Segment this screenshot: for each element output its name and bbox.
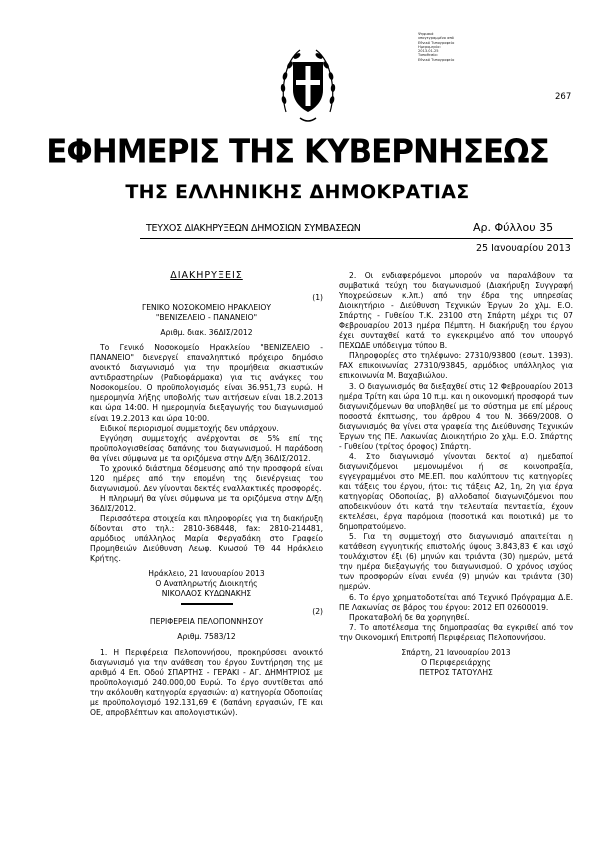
signature-place-date: Σπάρτη, 21 Ιανουαρίου 2013 bbox=[401, 647, 511, 657]
stamp-line: Εθνικό Τυπογραφείο bbox=[418, 57, 455, 62]
notice-divider bbox=[181, 603, 233, 605]
notice-paragraph: Το Γενικό Νοσοκομείο Ηρακλείου "ΒΕΝΙΖΕΛΕΙΟ - ΠΑΝΑΝΕΙΟ" διενεργεί επαναληπτικό πρόχειρο δημόσιο ανοικτό διαγωνισμό για την προμήθεια σκιαστικών αντιδραστηρίων (Ραδιοφάρμακα) για τις ανάγκες του Νοσοκομείου. Ο προϋπολογισμός είναι 36.951,73 ευρώ. Η ημερομηνία λήξης υποβολής των αιτήσεων είναι 18.2.2013 και ώρα 14:00. Η ημερομηνία διεξαγωγής του διαγωνισμού είναι 19.2.2013 και ώρα 10:00. bbox=[90, 343, 323, 423]
gazette-title: ΕΦΗΜΕΡΙΣ ΤΗΣ ΚΥΒΕΡΝΗΣΕΩΣ bbox=[46, 133, 549, 171]
greek-coat-of-arms-icon bbox=[280, 42, 336, 126]
notice-paragraph: Το χρονικό διάστημα δέσμευσης από την προσφορά είναι 120 ημέρες από την επομένη της διενέργειας του διαγωνισμού. Δεν γίνονται δεκτές εναλλακτικές προσφορές. bbox=[90, 463, 323, 493]
notice-paragraph: Η πληρωμή θα γίνει σύμφωνα με τα οριζόμενα στην Δ/ξη 36ΔΙΣ/2012. bbox=[90, 493, 323, 513]
left-column bbox=[90, 270, 323, 718]
notice-number: (1) bbox=[312, 293, 323, 302]
notice-paragraph: 1. Η Περιφέρεια Πελοποννήσου, προκηρύσσει ανοικτό διαγωνισμό για την ανάθεση του έργου Συντήρηση της με αριθμό 4 Επ. Οδού ΣΠΑΡΤΗΣ - ΓΕΡΑΚΙ - ΑΓ. ΔΗΜΗΤΡΙΟΣ με προϋπολογισμό 240.000,00 Ευρώ. Το έργο συντίθεται από την ακόλουθη κατηγορία εργασιών: α) κατηγορία Οδοποιίας με προϋπολογισμό 192.131,69 € (δαπάνη εργασιών, ΓΕ και ΟΕ, απροβλέπτων και απολογιστικών). bbox=[90, 647, 323, 717]
notice-paragraph: 7. Το αποτέλεσμα της δημοπρασίας θα εγκριθεί από τον την Οικονομική Επιτροπή Περιφέρειας Πελοποννήσου. bbox=[339, 622, 573, 642]
issuer-name: ΠΕΡΙΦΕΡΕΙΑ ΠΕΛΟΠΟΝΝΗΣΟΥ bbox=[149, 617, 264, 627]
section-heading: ΔΙΑΚΗΡΥΞΕΙΣ bbox=[170, 270, 243, 281]
signatory-role: Ο Αναπληρωτής Διοικητής bbox=[155, 579, 258, 589]
notice-paragraph: Εγγύηση συμμετοχής ανέρχονται σε 5% επί της προϋπολογισθείσας δαπάνης του διαγωνισμού. Η παράδοση θα γίνει σύμφωνα με τα οριζόμενα στην Δ/ξη 36ΔΙΣ/2012. bbox=[90, 433, 323, 463]
stamp-line: Τοποθεσία: bbox=[418, 53, 438, 58]
stamp-line: Εθνικό Τυπογραφείο bbox=[418, 40, 455, 45]
header-rule bbox=[140, 238, 573, 239]
issue-number: Αρ. Φύλλου 35 bbox=[473, 221, 554, 234]
notice-paragraph: 4. Στο διαγωνισμό γίνονται δεκτοί α) ημεδαποί διαγωνιζόμενοι μεμονωμένοι ή σε κοινοπραξία, εγγεγραμμένοι στο ΜΕ.ΕΠ. που καλύπτουν τις κατηγορίες και τάξεις του έργου, ήτοι: τις τάξεις Α2, 1η, 2η για έργα κατηγορίας Οδοποιίας, β) αλλοδαποί διαγωνιζόμενοι που αποδεικνύουν ότι κατά την τελευταία πενταετία, έχουν εκτελέσει, έργα παρόμοια (ποσοτικά και ποιοτικά) με το δημοπρατούμενο. bbox=[339, 451, 573, 532]
stamp-line: υπογεγραμμένο από bbox=[418, 36, 454, 41]
stamp-line: Ημερομηνία: bbox=[418, 44, 441, 49]
notice-paragraph: 2. Οι ενδιαφερόμενοι μπορούν να παραλάβουν τα συμβατικά τεύχη του διαγωνισμού (Διακήρυξη Συγγραφή Υποχρεώσεων κ.λπ.) από την έδρα της υπηρεσίας Διοικητήριο - Διεύθυνση Τεχνικών Έργων 2ο χλμ. Ε.Ο. Σπάρτης - Γυθείου Τ.Κ. 23100 στη Σπάρτη μέχρι τις 07 Φεβρουαρίου 2013 ημέρα Πέμπτη. Η διακήρυξη του έργου έχει συνταχθεί κατά το εγκεκριμένο από τον υπουργό ΠΕΧΩΔΕ υπόδειγμα τύπου Β. bbox=[339, 271, 573, 351]
notice-reference: Αριθμ. διακ. 36ΔΙΣ/2012 bbox=[160, 328, 253, 338]
issuer-name-sub: "ΒΕΝΙΖΕΛΕΙΟ - ΠΑΝΑΝΕΙΟ" bbox=[155, 313, 258, 323]
issue-series: ΤΕΥΧΟΣ ΔΙΑΚΗΡΥΞΕΩΝ ΔΗΜΟΣΙΩΝ ΣΥΜΒΑΣΕΩΝ bbox=[146, 223, 361, 234]
stamp-line: Ψηφιακά bbox=[418, 32, 434, 36]
digital-signature-stamp bbox=[418, 32, 488, 62]
notice-paragraph: 5. Για τη συμμετοχή στο διαγωνισμό απαιτείται η κατάθεση εγγυητικής επιστολής ύψους 3.843,83 € και ισχύ τουλάχιστον έξι (6) μηνών και τριάντα (30) ημερών, μετά την ημέρα διεξαγωγής του διαγωνισμού. Ο χρόνος ισχύος των προσφορών είναι εννέα (9) μηνών και τριάντα (30) ημερών. bbox=[339, 532, 573, 592]
signatory-name: ΝΙΚΟΛΑΟΣ ΚΥΔΩΝΑΚΗΣ bbox=[161, 589, 252, 599]
stamp-line: 2013.01.25 bbox=[418, 49, 439, 54]
notice-paragraph: Περισσότερα στοιχεία και πληροφορίες για τη διακήρυξη δίδονται στο τηλ.: 2810-368448, fax: 2810-214481, αρμόδιος υπάλληλος Μαρία Φεργαδάκη στο Γραφείο Προμηθειών Διεύθυνση Λεωφ. Κνωσού ΤΘ 44 Ηράκλειο Κρήτης. bbox=[90, 513, 323, 564]
notice-paragraph: 3. Ο διαγωνισμός θα διεξαχθεί στις 12 Φεβρουαρίου 2013 ημέρα Τρίτη και ώρα 10 π.μ. και η οικονομική προσφορά των διαγωνιζόμενων θα υποβληθεί με το σύστημα με επί μέρους ποσοστά έκπτωσης, του άρθρου 4 του Ν. 3669/2008. Ο διαγωνισμός θα γίνει στα γραφεία της Διεύθυνσης Τεχνικών Έργων της ΠΕ. Λακωνίας Διοικητήριο 2ο χλμ. Ε.Ο. Σπάρτης - Γυθείου (τρίτος όροφος) Σπάρτη. bbox=[339, 381, 573, 451]
right-column bbox=[339, 271, 573, 678]
signatory-name: ΠΕΤΡΟΣ ΤΑΤΟΥΛΗΣ bbox=[419, 667, 493, 677]
notice-paragraph: Πληροφορίες στο τηλέφωνο: 27310/93800 (εσωτ. 1393). FAX επικοινωνίας 27310/93845, αρμόδιος υπάλληλος για επικοινωνία Μ. Βαχαβιώλου. bbox=[339, 351, 573, 381]
notice-reference: Αριθμ. 7583/12 bbox=[177, 632, 236, 642]
notice-number: (2) bbox=[312, 607, 323, 617]
gazette-subtitle: ΤΗΣ ΕΛΛΗΝΙΚΗΣ ΔΗΜΟΚΡΑΤΙΑΣ bbox=[125, 181, 470, 203]
issue-date: 25 Ιανουαρίου 2013 bbox=[476, 243, 571, 254]
notice-paragraph: Ειδικοί περιορισμοί συμμετοχής δεν υπάρχουν. bbox=[100, 423, 279, 433]
page-number: 267 bbox=[555, 92, 572, 102]
issuer-name: ΓΕΝΙΚΟ ΝΟΣΟΚΟΜΕΙΟ ΗΡΑΚΛΕΙΟΥ bbox=[141, 303, 271, 313]
signature-place-date: Ηράκλειο, 21 Ιανουαρίου 2013 bbox=[148, 569, 265, 579]
notice-paragraph: Προκαταβολή δε θα χορηγηθεί. bbox=[349, 612, 470, 622]
signatory-role: Ο Περιφερειάρχης bbox=[421, 657, 491, 667]
notice-paragraph: 6. Το έργο χρηματοδοτείται από Τεχνικό Πρόγραμμα Δ.Ε. ΠΕ Λακωνίας σε βάρος του έργου: 2012 ΕΠ 02600019. bbox=[339, 592, 573, 612]
